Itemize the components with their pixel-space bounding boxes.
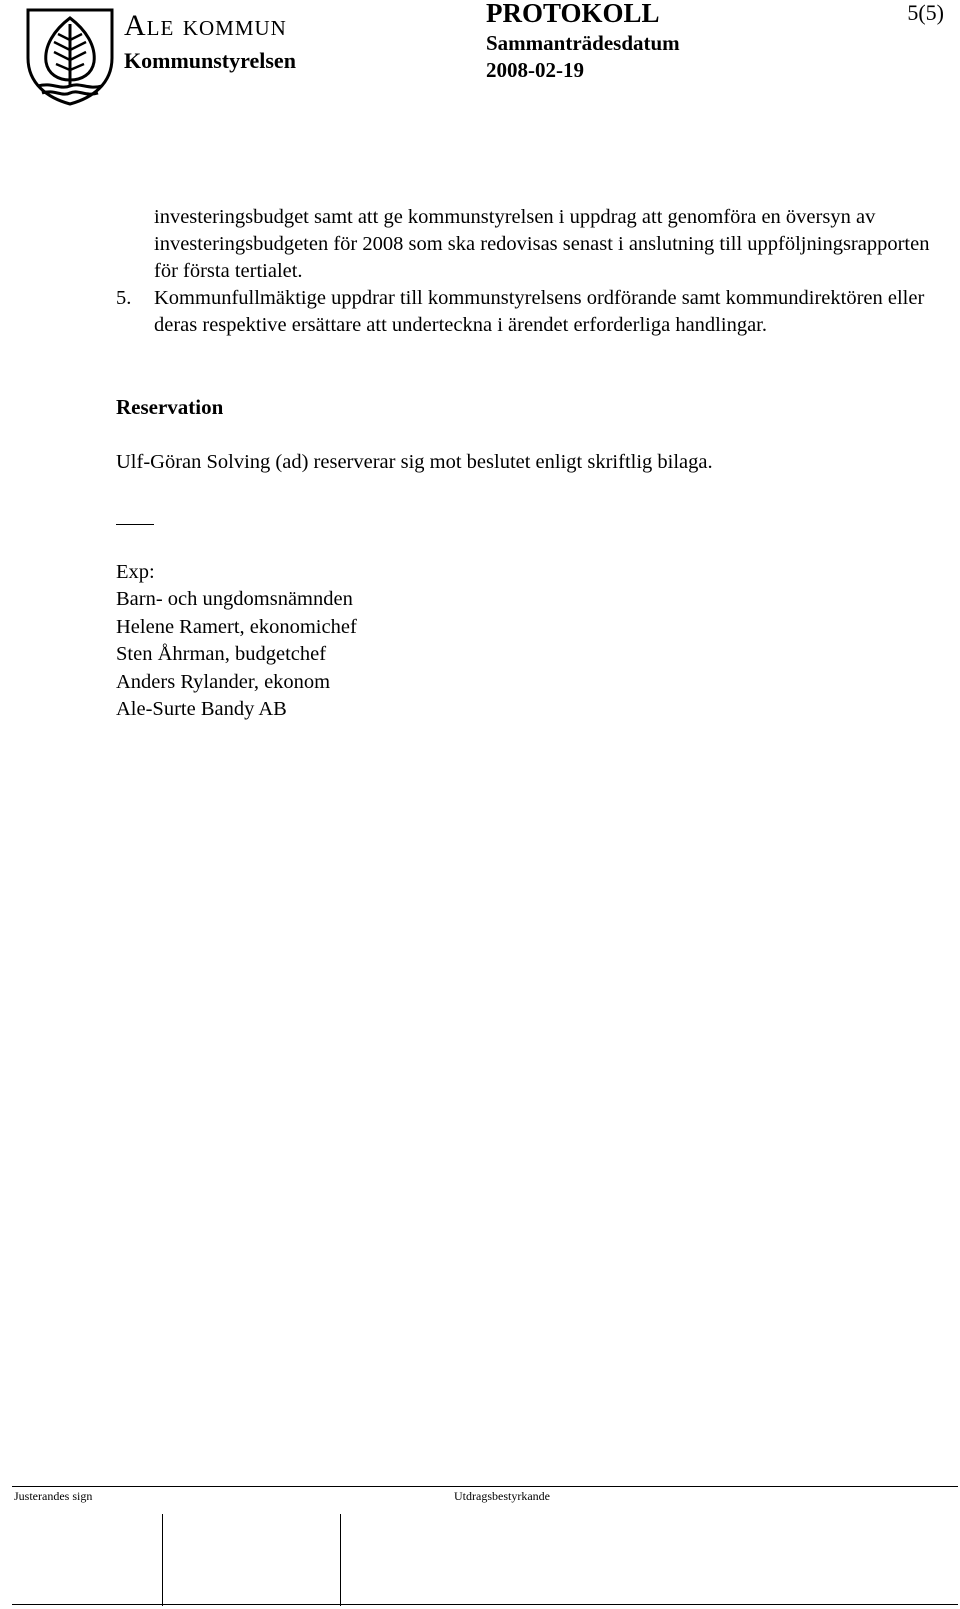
distribution-recipient: Ale-Surte Bandy AB bbox=[116, 698, 287, 721]
municipal-coat-of-arms-icon bbox=[24, 6, 116, 106]
signature-box-divider bbox=[162, 1514, 163, 1606]
reservation-text: Ulf-Göran Solving (ad) reserverar sig mot beslutet enligt skriftlig bilaga. bbox=[116, 451, 713, 473]
reservation-heading: Reservation bbox=[116, 395, 224, 419]
meeting-date: 2008-02-19 bbox=[486, 58, 584, 82]
separator-rule bbox=[116, 524, 154, 525]
distribution-recipient: Anders Rylander, ekonom bbox=[116, 670, 331, 693]
page-number: 5(5) bbox=[907, 0, 944, 25]
org-name: Ale kommun bbox=[124, 9, 287, 42]
org-department: Kommunstyrelsen bbox=[124, 48, 296, 73]
distribution-recipient: Sten Åhrman, budgetchef bbox=[116, 643, 327, 666]
footer-bottom-rule bbox=[12, 1604, 958, 1605]
distribution-list bbox=[116, 559, 357, 723]
distribution-recipient: Barn- och ungdomsnämnden bbox=[116, 588, 353, 611]
document-type: PROTOKOLL bbox=[486, 0, 660, 28]
signature-box-divider bbox=[340, 1514, 341, 1606]
continued-paragraph: investeringsbudget samt att ge kommunstyrelsen i uppdrag att genomföra en översyn av investeringsbudgeten för 2008 som ska redovisas senast i anslutning till uppföljningsrapporten för första tertialet. bbox=[154, 206, 930, 283]
item-number: 5. bbox=[116, 287, 132, 309]
meeting-date-label: Sammanträdesdatum bbox=[486, 31, 680, 55]
distribution-recipient: Helene Ramert, ekonomichef bbox=[116, 615, 357, 638]
item-text: Kommunfullmäktige uppdrar till kommunstyrelsens ordförande samt kommundirektören eller deras respektive ersättare att underteckna i ärendet erforderliga handlingar. bbox=[154, 287, 925, 337]
distribution-label: Exp: bbox=[116, 561, 155, 583]
certification-label: Utdragsbestyrkande bbox=[454, 1489, 550, 1503]
signature-label: Justerandes sign bbox=[14, 1489, 93, 1503]
footer-top-rule bbox=[12, 1486, 958, 1487]
